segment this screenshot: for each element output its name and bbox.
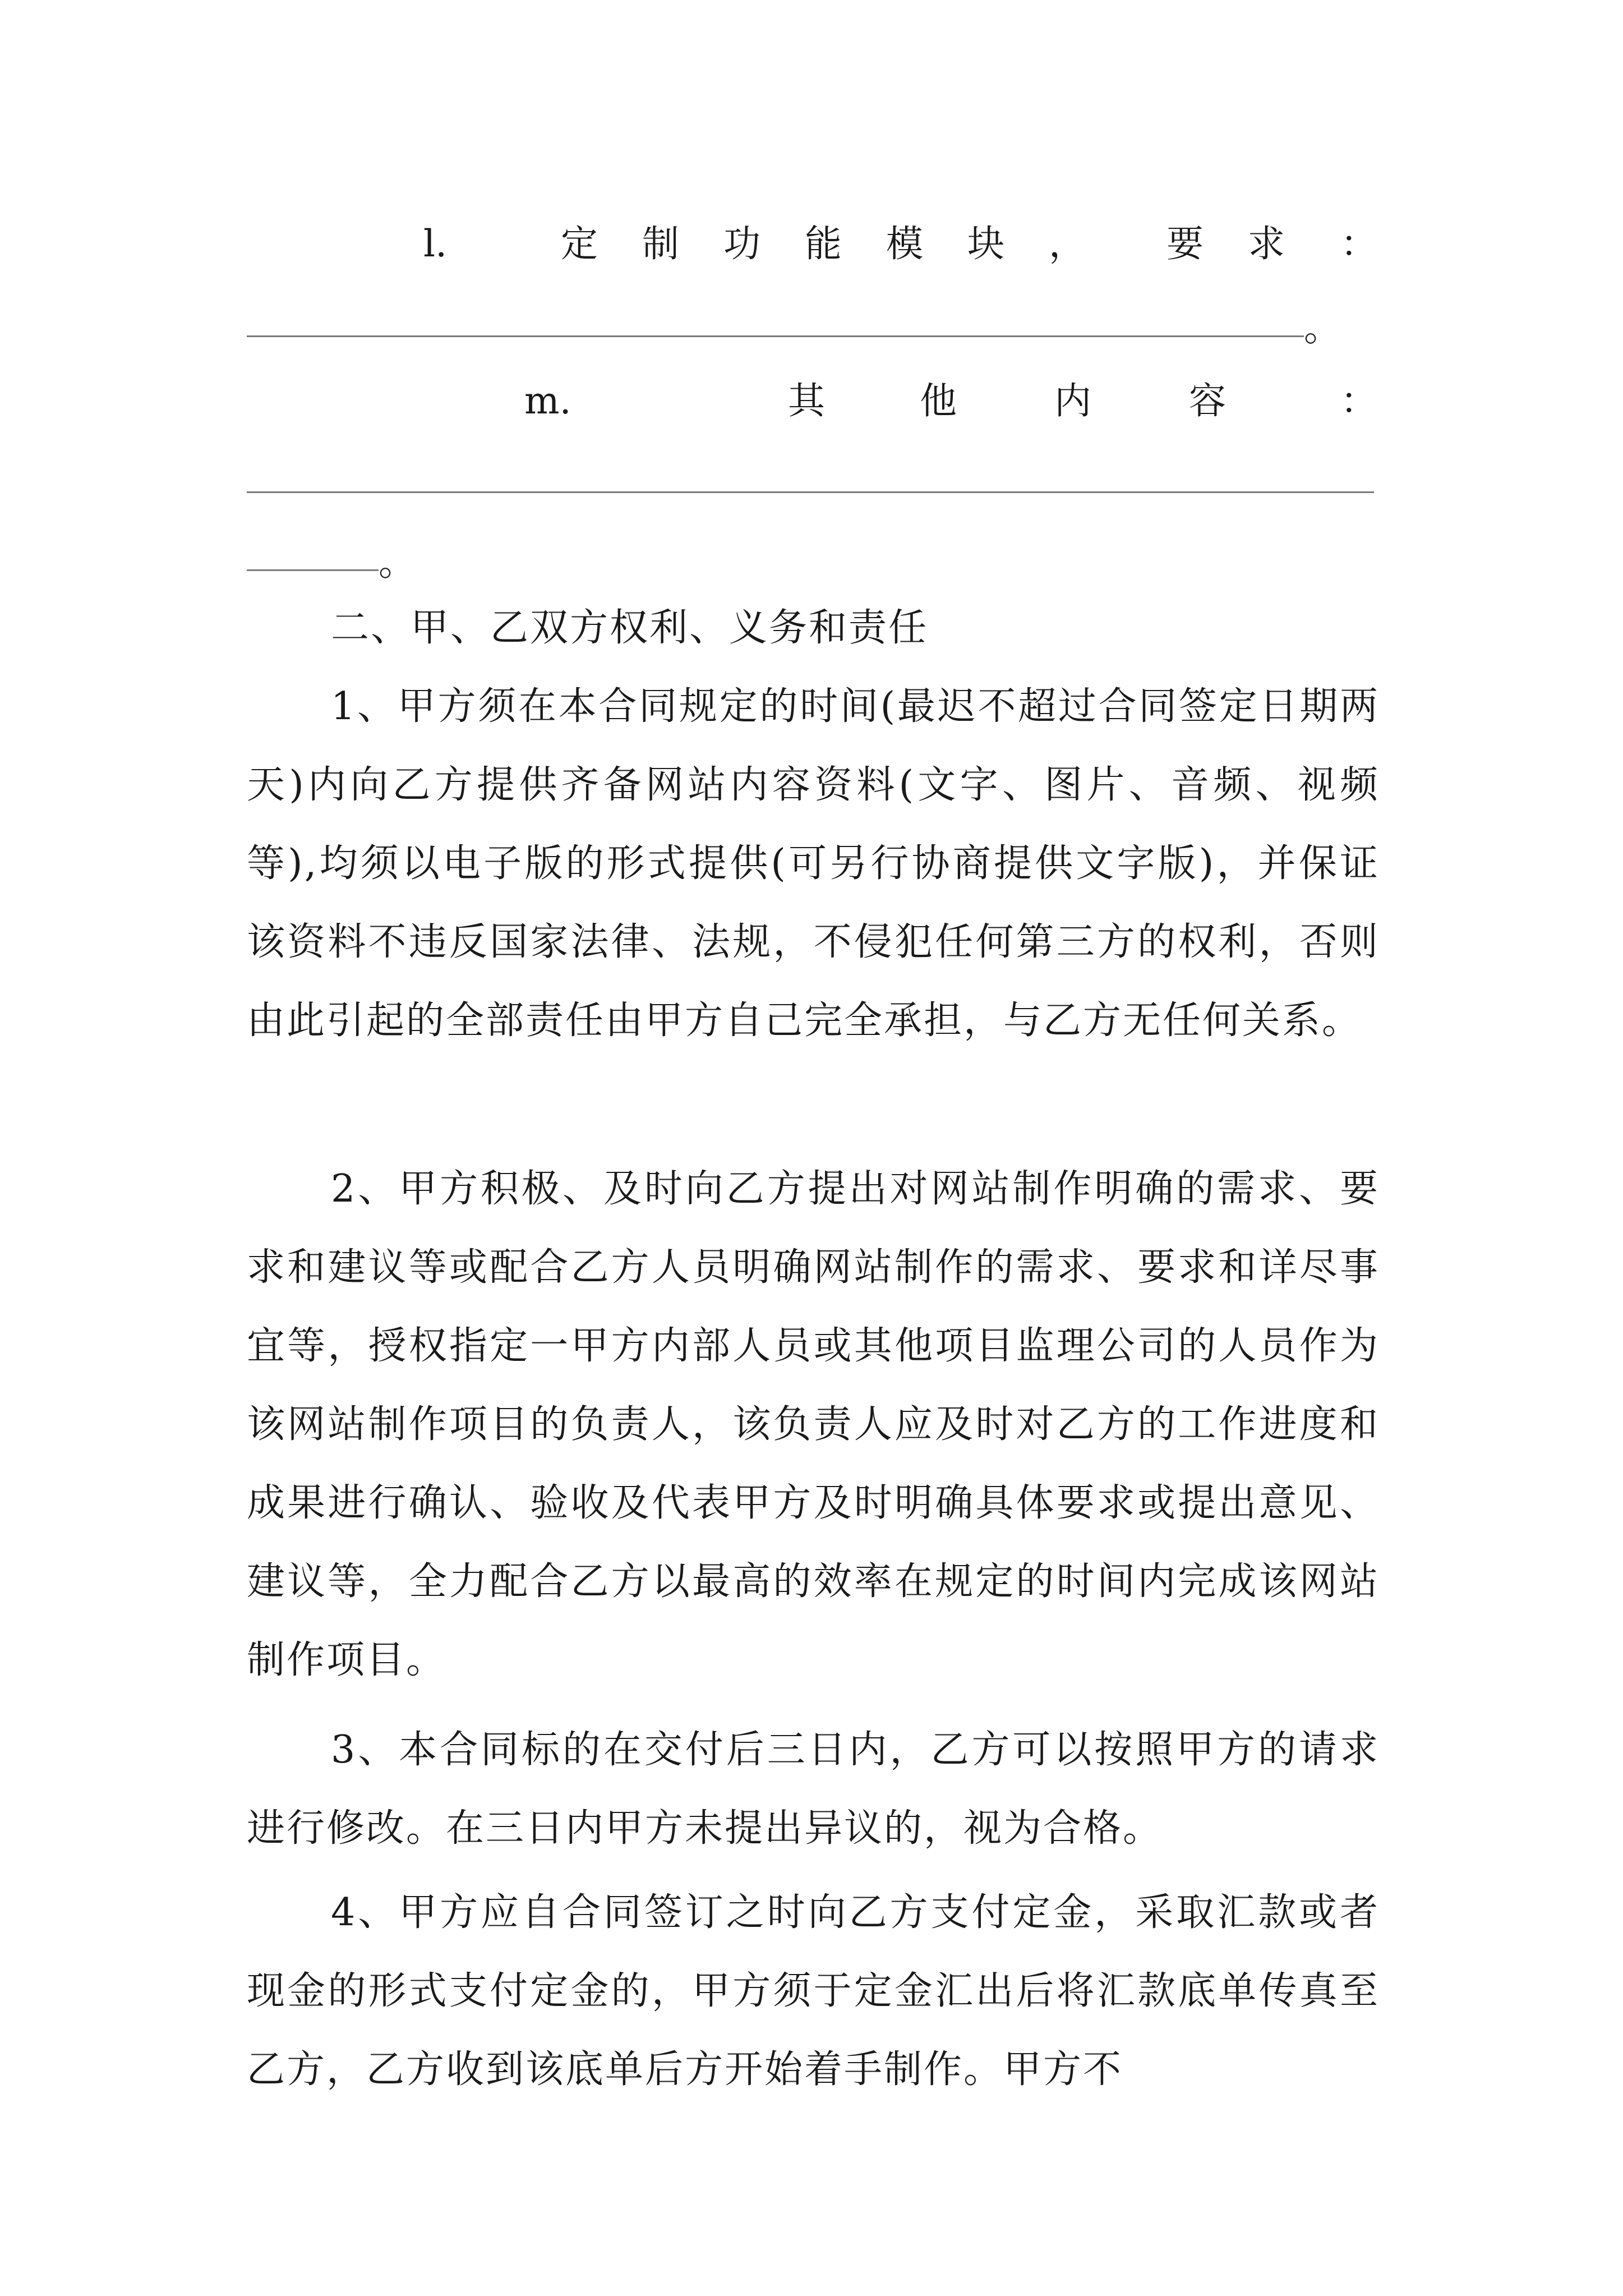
item-l-char: 定: [561, 222, 598, 265]
item-l-char: 要: [1166, 222, 1204, 265]
item-l-char: 求: [1248, 222, 1285, 265]
item-m-char: 其: [788, 379, 825, 422]
section-heading: 二、甲、乙双方权利、义务和责任: [331, 606, 929, 650]
item-m-end: 。: [379, 541, 416, 584]
item-m-char: 容: [1189, 379, 1226, 422]
item-l-char: 模: [886, 222, 923, 265]
item-m-line: [247, 376, 1380, 426]
item-l-label: l.: [423, 222, 448, 265]
paragraph-3: 3、本合同标的在交付后三日内，乙方可以按照甲方的请求进行修改。在三日内甲方未提出异议的，视为合格。: [247, 1728, 1380, 1851]
item-l-char: 块: [967, 222, 1004, 265]
paragraph-2: 2、甲方积极、及时向乙方提出对网站制作明确的需求、要求和建议等或配合乙方人员明确网站制作的需求、要求和详尽事宜等，授权指定一甲方内部人员或其他项目监理公司的人员作为该网站制作项目的负责人，该负责人应及时对乙方的工作进度和成果进行确认、验收及代表甲方及时明确具体要求或提出意见、建议等，全力配合乙方以最高的效率在规定的时间内完成该网站制作项目。: [247, 1167, 1380, 1682]
item-l-line: [247, 219, 1380, 269]
item-m-label: m.: [524, 379, 571, 422]
item-l-char: ：: [1340, 222, 1377, 265]
paragraph-1: 1、甲方须在本合同规定的时间(最迟不超过合同签定日期两天)内向乙方提供齐备网站内容资料(文字、图片、音频、视频等),均须以电子版的形式提供(可另行协商提供文字版)，并保证该资料不违反国家法律、法规，不侵犯任何第三方的权利，否则由此引起的全部责任由甲方自己完全承担，与乙方无任何关系。: [247, 684, 1380, 1043]
item-m-char: ：: [1340, 379, 1377, 422]
item-l-char: 功: [723, 222, 760, 265]
item-l-char: ，: [1049, 222, 1086, 265]
item-m-char: 内: [1054, 379, 1091, 422]
item-l-end: 。: [1304, 306, 1341, 349]
item-l-char: 制: [642, 222, 679, 265]
item-m-char: 他: [920, 379, 957, 422]
blank-underline: [247, 491, 1374, 493]
blank-underline: [247, 335, 1304, 337]
item-l-char: 能: [805, 222, 842, 265]
paragraph-4: 4、甲方应自合同签订之时向乙方支付定金，采取汇款或者现金的形式支付定金的，甲方须于定金汇出后将汇款底单传真至乙方，乙方收到该底单后方开始着手制作。甲方不: [247, 1890, 1380, 2092]
blank-underline: [247, 569, 379, 571]
